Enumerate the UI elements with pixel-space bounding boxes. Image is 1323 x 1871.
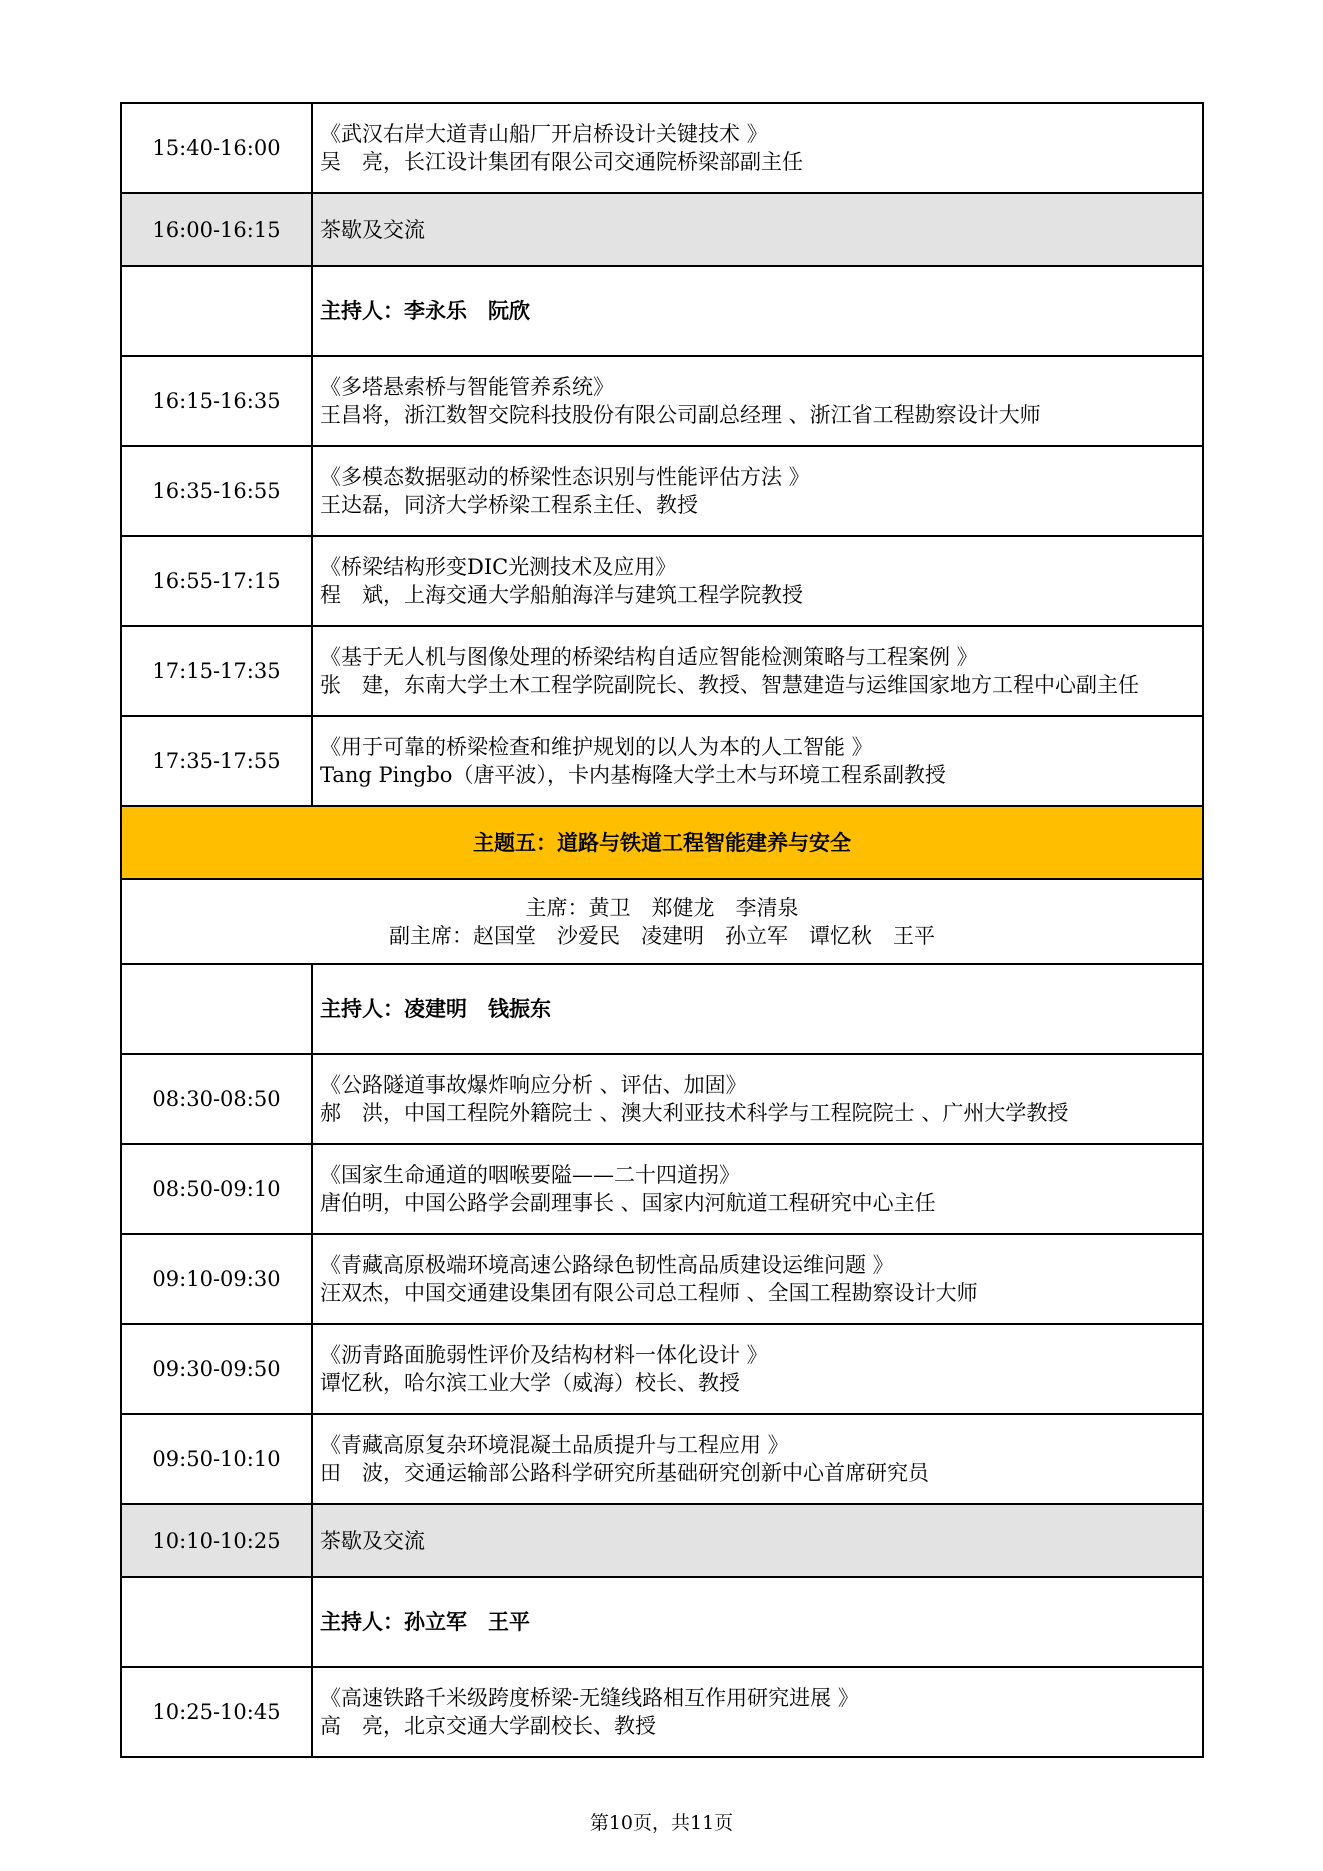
time-slot: 16:35-16:55 (152, 479, 281, 503)
speaker-info: Tang Pingbo（唐平波），卡内基梅隆大学土木与环境工程系副教授 (320, 763, 946, 787)
time-cell (121, 193, 312, 266)
break-cell (312, 193, 1203, 266)
theme-cell (121, 806, 1203, 879)
time-cell (121, 1324, 312, 1414)
time-slot: 17:15-17:35 (152, 659, 281, 683)
time-cell (121, 626, 312, 716)
page-footer: 第10页，共11页 (589, 1812, 734, 1834)
time-cell (121, 1414, 312, 1504)
talk-cell (312, 103, 1203, 193)
break-row (121, 193, 1203, 266)
speaker-info: 高 亮，北京交通大学副校长、教授 (320, 1714, 656, 1738)
talk-row (121, 1144, 1203, 1234)
talk-row (121, 356, 1203, 446)
time-slot: 09:30-09:50 (152, 1357, 281, 1381)
time-slot: 16:15-16:35 (152, 389, 281, 413)
host-cell (312, 1577, 1203, 1667)
chairs-row (121, 879, 1203, 964)
host-row (121, 266, 1203, 356)
speaker-info: 汪双杰，中国交通建设集团有限公司总工程师 、全国工程勘察设计大师 (320, 1281, 978, 1305)
talk-row (121, 716, 1203, 806)
vice-chair-line: 副主席：赵国堂 沙爱民 凌建明 孙立军 谭忆秋 王平 (389, 923, 935, 948)
time-cell (121, 716, 312, 806)
talk-title: 《沥青路面脆弱性评价及结构材料一体化设计 》 (320, 1343, 768, 1367)
time-cell (121, 1234, 312, 1324)
time-cell (121, 536, 312, 626)
time-cell (121, 356, 312, 446)
host-cell (312, 964, 1203, 1054)
talk-cell (312, 1324, 1203, 1414)
time-slot: 10:25-10:45 (152, 1700, 281, 1724)
talk-title: 《青藏高原复杂环境混凝土品质提升与工程应用 》 (320, 1433, 789, 1457)
time-slot: 10:10-10:25 (152, 1528, 281, 1553)
speaker-info: 程 斌，上海交通大学船舶海洋与建筑工程学院教授 (320, 583, 803, 607)
talk-title: 《多塔悬索桥与智能管养系统》 (320, 375, 614, 399)
time-cell (121, 1144, 312, 1234)
time-slot: 16:00-16:15 (152, 217, 281, 242)
speaker-info: 田 波，交通运输部公路科学研究所基础研究创新中心首席研究员 (320, 1461, 929, 1485)
talk-row (121, 626, 1203, 716)
talk-cell (312, 626, 1203, 716)
host-label: 主持人：李永乐 阮欣 (320, 299, 530, 323)
talk-cell (312, 356, 1203, 446)
time-slot: 09:50-10:10 (152, 1447, 281, 1471)
talk-title: 《用于可靠的桥梁检查和维护规划的以人为本的人工智能 》 (320, 735, 873, 759)
talk-row (121, 1054, 1203, 1144)
host-row (121, 1577, 1203, 1667)
talk-title: 《高速铁路千米级跨度桥梁-无缝线路相互作用研究进展 》 (320, 1686, 859, 1710)
time-cell (121, 266, 312, 356)
talk-title: 《国家生命通道的咽喉要隘——二十四道拐》 (320, 1163, 740, 1187)
speaker-info: 郝 洪，中国工程院外籍院士 、澳大利亚技术科学与工程院院士 、广州大学教授 (320, 1101, 1069, 1125)
time-slot: 16:55-17:15 (152, 569, 281, 593)
talk-cell (312, 446, 1203, 536)
talk-title: 《多模态数据驱动的桥梁性态识别与性能评估方法 》 (320, 465, 810, 489)
schedule-table (120, 102, 1204, 1758)
talk-row (121, 1667, 1203, 1757)
talk-row (121, 1324, 1203, 1414)
speaker-info: 王昌将，浙江数智交院科技股份有限公司副总经理 、浙江省工程勘察设计大师 (320, 403, 1041, 427)
host-label: 主持人：凌建明 钱振东 (320, 997, 551, 1021)
time-cell (121, 1504, 312, 1577)
speaker-info: 张 建，东南大学土木工程学院副院长、教授、智慧建造与运维国家地方工程中心副主任 (320, 673, 1139, 697)
time-cell (121, 103, 312, 193)
time-cell (121, 1577, 312, 1667)
talk-title: 《武汉右岸大道青山船厂开启桥设计关键技术 》 (320, 122, 768, 146)
break-label: 茶歇及交流 (320, 1528, 425, 1553)
talk-row (121, 536, 1203, 626)
time-cell (121, 964, 312, 1054)
talk-cell (312, 536, 1203, 626)
speaker-info: 吴 亮，长江设计集团有限公司交通院桥梁部副主任 (320, 150, 803, 174)
time-cell (121, 1667, 312, 1757)
host-cell (312, 266, 1203, 356)
theme-title: 主题五：道路与铁道工程智能建养与安全 (473, 830, 851, 855)
break-row (121, 1504, 1203, 1577)
talk-cell (312, 1234, 1203, 1324)
talk-cell (312, 1667, 1203, 1757)
talk-cell (312, 716, 1203, 806)
talk-title: 《基于无人机与图像处理的桥梁结构自适应智能检测策略与工程案例 》 (320, 645, 978, 669)
talk-cell (312, 1054, 1203, 1144)
chair-line: 主席：黄卫 郑健龙 李清泉 (525, 895, 799, 920)
talk-row (121, 446, 1203, 536)
talk-title: 《桥梁结构形变DIC光测技术及应用》 (320, 555, 677, 579)
talk-row (121, 1414, 1203, 1504)
break-label: 茶歇及交流 (320, 217, 425, 242)
schedule-body (121, 103, 1203, 1757)
break-cell (312, 1504, 1203, 1577)
time-slot: 17:35-17:55 (152, 749, 281, 773)
time-slot: 08:50-09:10 (152, 1177, 281, 1201)
talk-title: 《青藏高原极端环境高速公路绿色韧性高品质建设运维问题 》 (320, 1253, 894, 1277)
speaker-info: 唐伯明，中国公路学会副理事长 、国家内河航道工程研究中心主任 (320, 1191, 936, 1215)
talk-cell (312, 1144, 1203, 1234)
speaker-info: 王达磊，同济大学桥梁工程系主任、教授 (320, 493, 698, 517)
talk-row (121, 103, 1203, 193)
host-label: 主持人：孙立军 王平 (320, 1610, 530, 1634)
time-cell (121, 1054, 312, 1144)
talk-title: 《公路隧道事故爆炸响应分析 、评估、加固》 (320, 1073, 747, 1097)
chairs-cell (121, 879, 1203, 964)
time-slot: 08:30-08:50 (152, 1087, 281, 1111)
talk-row (121, 1234, 1203, 1324)
time-slot: 09:10-09:30 (152, 1267, 281, 1291)
host-row (121, 964, 1203, 1054)
time-cell (121, 446, 312, 536)
theme-row (121, 806, 1203, 879)
speaker-info: 谭忆秋，哈尔滨工业大学（威海）校长、教授 (320, 1371, 740, 1395)
time-slot: 15:40-16:00 (152, 136, 281, 160)
talk-cell (312, 1414, 1203, 1504)
